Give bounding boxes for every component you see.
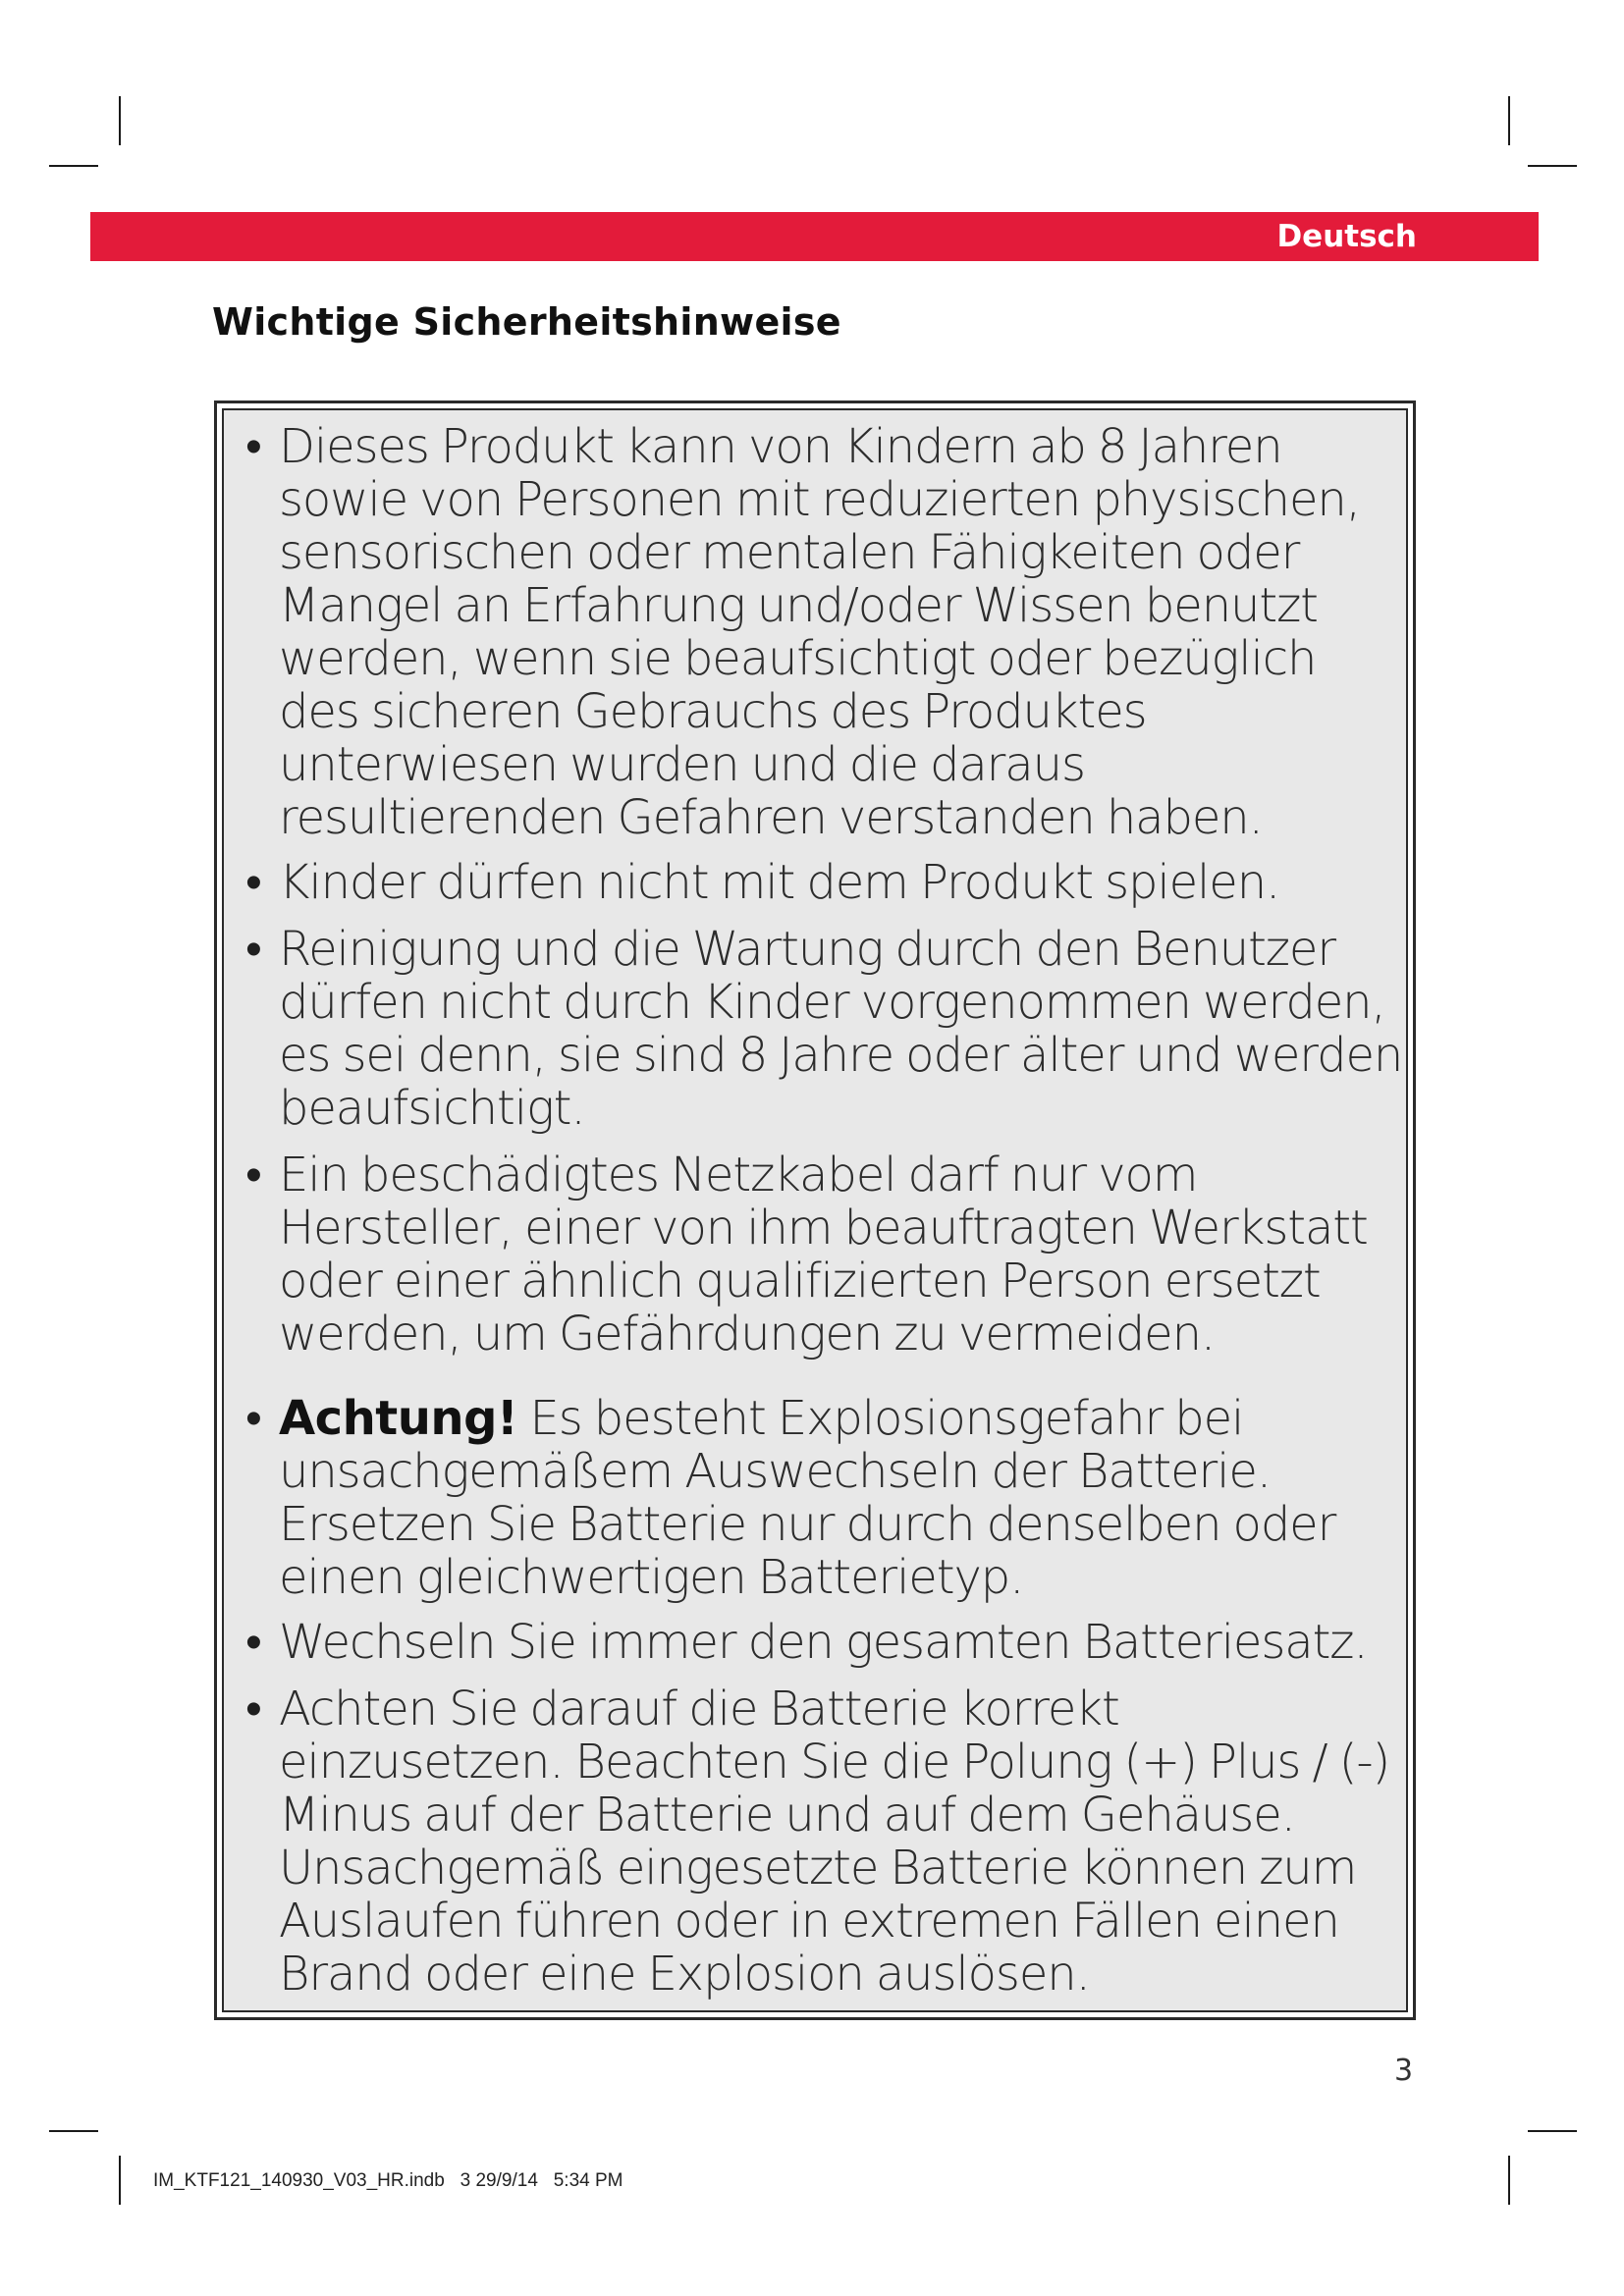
warning-emphasis: Achtung! <box>279 1391 518 1446</box>
warning-text: Achten Sie darauf die Batterie korrekt einzusetzen. Beachten Sie die Polung (+) Plus / (-) Minus auf der Batterie und auf dem Gehäuse. Unsachgemäß eingesetzte Batterie können zum Auslaufen führen oder in extremen Fällen einen Brand oder eine Explosion auslösen. <box>279 1682 1390 2002</box>
crop-mark-bottom-right-v <box>1508 2156 1510 2205</box>
warning-text: Kinder dürfen nicht mit dem Produkt spielen. <box>279 855 1280 910</box>
warning-item-no-play <box>245 856 1404 909</box>
language-header-bar <box>90 212 1539 261</box>
warning-item-explosion <box>245 1392 1404 1604</box>
bullet-icon: • <box>245 1615 261 1670</box>
bullet-icon: • <box>245 419 261 474</box>
crop-mark-top-right-v <box>1508 96 1510 145</box>
section-title: Wichtige Sicherheitshinweise <box>212 300 841 344</box>
language-label: Deutsch <box>1276 219 1417 254</box>
safety-warning-list <box>245 420 1404 2001</box>
bullet-icon: • <box>245 855 261 910</box>
warning-item-battery-polarity <box>245 1682 1404 2001</box>
safety-warning-box <box>214 400 1416 2020</box>
crop-mark-bottom-left-h <box>49 2130 98 2132</box>
crop-mark-top-left-v <box>119 96 121 145</box>
crop-mark-top-right-h <box>1528 165 1577 167</box>
warning-text: Reinigung und die Wartung durch den Benutzer dürfen nicht durch Kinder vorgenommen werden, es sei denn, sie sind 8 Jahre oder älter und werden beaufsichtigt. <box>279 922 1403 1136</box>
warning-text: Ein beschädigtes Netzkabel darf nur vom Hersteller, einer von ihm beauftragten Werkstatt oder einer ähnlich qualifizierten Person ersetzt werden, um Gefährdungen zu vermeiden. <box>279 1148 1368 1362</box>
warning-item-children-supervision <box>245 420 1404 844</box>
warning-text: Es besteht Explosionsgefahr bei unsachgemäßem Auswechseln der Batterie. Ersetzen Sie Batterie nur durch denselben oder einen gleichwertigen Batterietyp. <box>279 1391 1336 1605</box>
warning-item-battery-set <box>245 1616 1404 1669</box>
safety-warning-box-inner <box>222 408 1408 2012</box>
print-slug-line: IM_KTF121_140930_V03_HR.indb 3 29/9/14 5:34 PM <box>153 2170 623 2191</box>
warning-text: Wechseln Sie immer den gesamten Batteriesatz. <box>279 1615 1368 1670</box>
page-number: 3 <box>1394 2054 1414 2088</box>
crop-mark-bottom-left-v <box>119 2156 121 2205</box>
warning-text: Dieses Produkt kann von Kindern ab 8 Jahren sowie von Personen mit reduzierten physischen, sensorischen oder mentalen Fähigkeiten oder Mangel an Erfahrung und/oder Wissen benutzt werden, wenn sie beaufsichtigt oder bezüglich des sicheren Gebrauchs des Produktes unterwiesen wurden und die daraus resultierenden Gefahren verstanden haben. <box>279 419 1360 845</box>
crop-mark-bottom-right-h <box>1528 2130 1577 2132</box>
bullet-icon: • <box>245 1148 261 1202</box>
warning-item-power-cord <box>245 1148 1404 1361</box>
warning-item-cleaning <box>245 923 1404 1135</box>
bullet-icon: • <box>245 1682 261 1736</box>
bullet-icon: • <box>245 922 261 977</box>
bullet-icon: • <box>245 1391 261 1446</box>
crop-mark-top-left-h <box>49 165 98 167</box>
